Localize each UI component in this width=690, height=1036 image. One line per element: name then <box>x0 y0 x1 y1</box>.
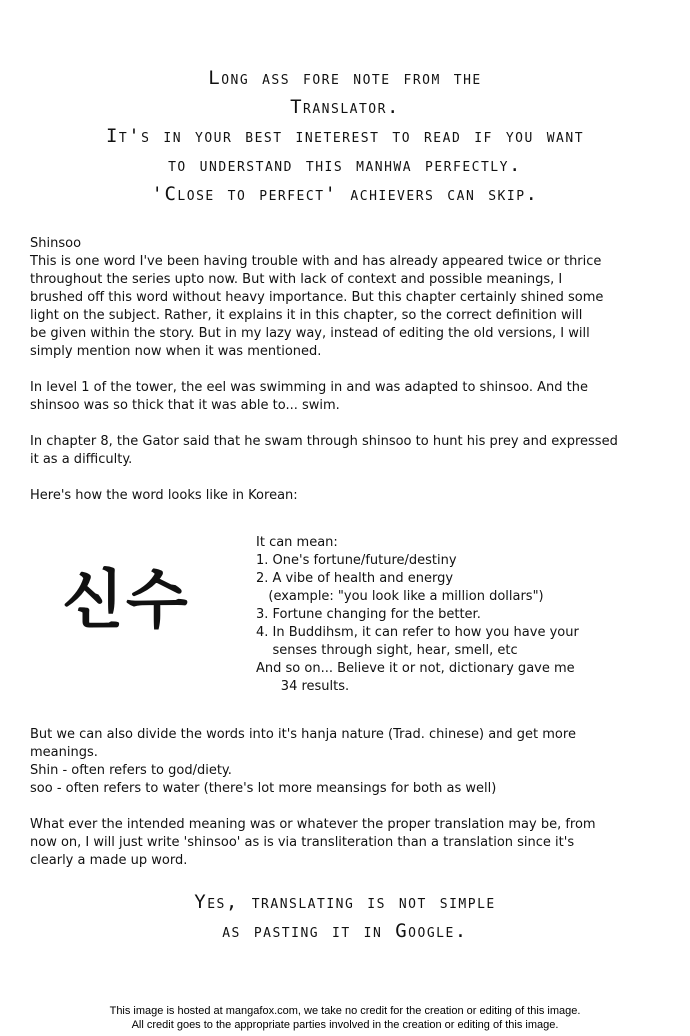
text-line: simply mention now when it was mentioned. <box>30 344 322 359</box>
text-line: In level 1 of the tower, the eel was swimming in and was adapted to shinsoo. And the <box>30 380 588 395</box>
meaning-line: 1. One's fortune/future/destiny <box>256 553 457 568</box>
eel-paragraph <box>30 379 660 415</box>
hangul-word: 신수 <box>62 564 190 638</box>
shinsoo-section <box>30 235 660 361</box>
closing-line: as pasting it in Google. <box>222 920 468 942</box>
text-line: brushed off this word without heavy importance. But this chapter certainly shined some <box>30 290 604 305</box>
hosting-credits <box>0 1004 690 1032</box>
text-line: Shin - often refers to god/diety. <box>30 763 232 778</box>
text-line: it as a difficulty. <box>30 452 133 467</box>
title-line: Translator. <box>290 96 400 118</box>
title-line: 'Close to perfect' achievers can skip. <box>151 183 539 205</box>
meaning-line: senses through sight, hear, smell, etc <box>256 643 518 658</box>
text-line: light on the subject. Rather, it explains it in this chapter, so the correct definition will <box>30 308 583 323</box>
meaning-line: 3. Fortune changing for the better. <box>256 607 481 622</box>
closing-statement <box>0 888 690 946</box>
gator-paragraph <box>30 433 660 469</box>
text-line: What ever the intended meaning was or whatever the proper translation may be, from <box>30 817 596 832</box>
text-line: be given within the story. But in my lazy way, instead of editing the old versions, I will <box>30 326 590 341</box>
text-line: meanings. <box>30 745 98 760</box>
meaning-line: 34 results. <box>256 679 350 694</box>
translator-note-title <box>0 64 690 209</box>
text-line: throughout the series upto now. But with lack of context and possible meanings, I <box>30 272 563 287</box>
text-line: Here's how the word looks like in Korean: <box>30 488 298 503</box>
closing-line: Yes, translating is not simple <box>194 891 496 913</box>
title-line: It's in your best ineterest to read if you want <box>105 125 585 147</box>
text-line: now on, I will just write 'shinsoo' as is via transliteration than a translation since it's <box>30 835 575 850</box>
credit-line: All credit goes to the appropriate parties involved in the creation or editing of this image. <box>131 1019 559 1031</box>
meaning-line: (example: "you look like a million dollars") <box>256 589 544 604</box>
korean-intro <box>30 487 660 505</box>
title-line: Long ass fore note from the <box>208 67 482 89</box>
credit-line: This image is hosted at mangafox.com, we take no credit for the creation or editing of this image. <box>109 1005 581 1017</box>
meanings-list <box>256 534 676 696</box>
text-line: clearly a made up word. <box>30 853 188 868</box>
text-line: In chapter 8, the Gator said that he swam through shinsoo to hunt his prey and expressed <box>30 434 618 449</box>
meaning-line: 2. A vibe of health and energy <box>256 571 454 586</box>
text-line: This is one word I've been having trouble with and has already appeared twice or thrice <box>30 254 602 269</box>
section-heading: Shinsoo <box>30 236 82 251</box>
meaning-paragraph <box>30 816 660 870</box>
text-line: shinsoo was so thick that it was able to... swim. <box>30 398 340 413</box>
meaning-line: 4. In Buddihsm, it can refer to how you have your <box>256 625 579 640</box>
meaning-line: And so on... Believe it or not, dictionary gave me <box>256 661 575 676</box>
text-line: But we can also divide the words into it's hanja nature (Trad. chinese) and get more <box>30 727 576 742</box>
text-line: soo - often refers to water (there's lot more meansings for both as well) <box>30 781 497 796</box>
meaning-line: It can mean: <box>256 535 338 550</box>
hanja-paragraph <box>30 726 660 798</box>
title-line: to understand this manhwa perfectly. <box>168 154 522 176</box>
